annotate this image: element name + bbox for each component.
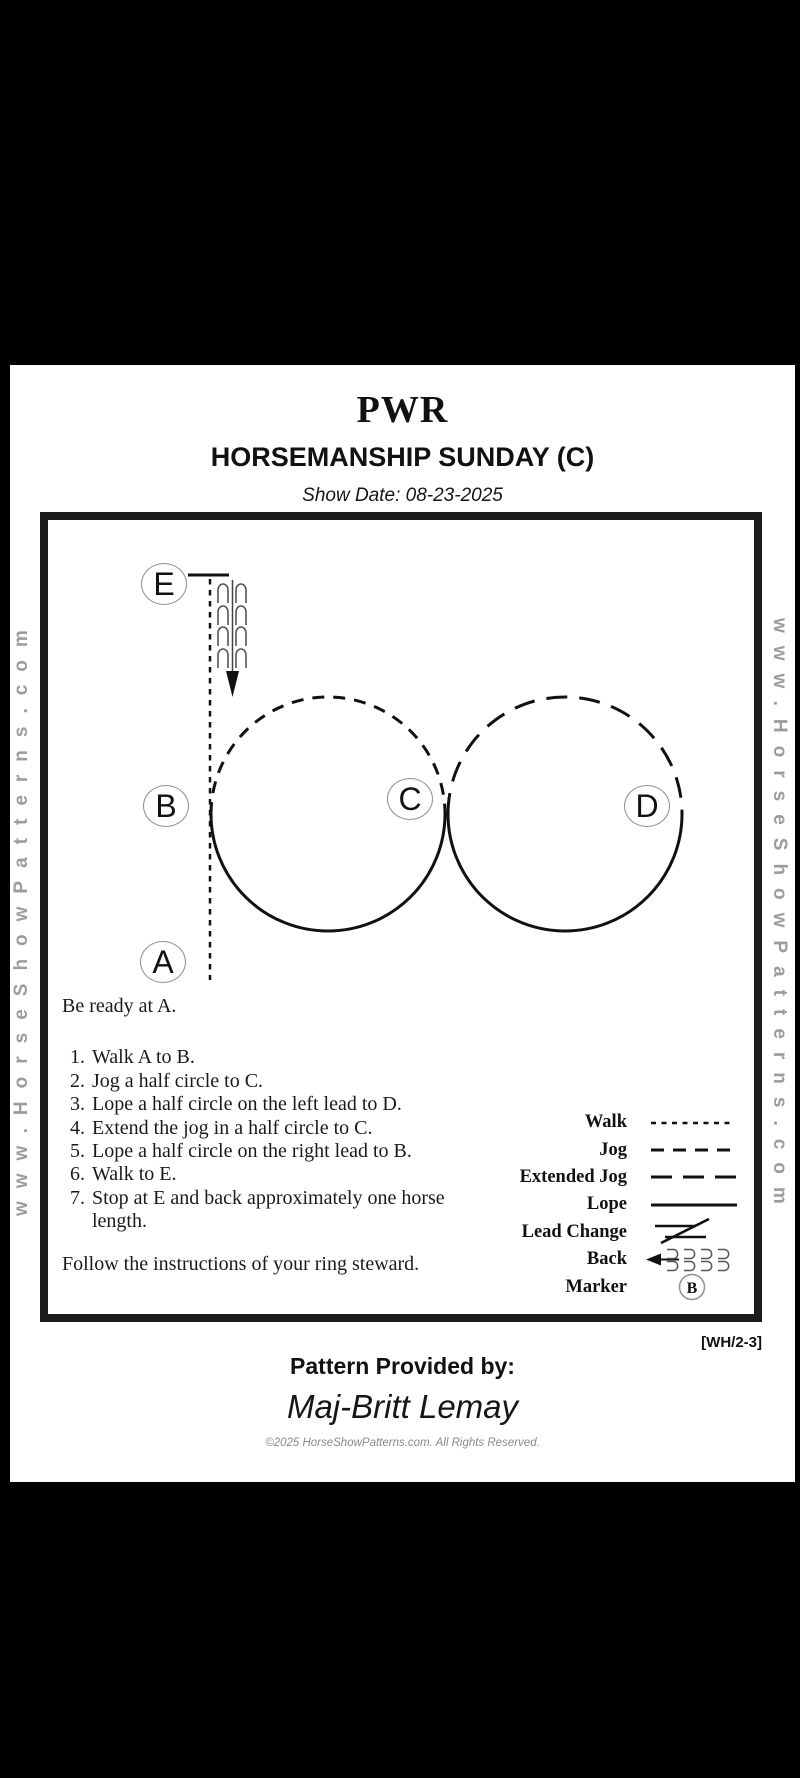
marker-d-label: D — [635, 787, 659, 824]
step-5: 5. Lope a half circle on the right lead to B. — [90, 1140, 472, 1163]
legend-label-marker: Marker — [565, 1276, 627, 1297]
back-arrowhead — [226, 671, 239, 697]
back-symbol — [218, 580, 246, 697]
copyright-line: ©2025 HorseShowPatterns.com. All Rights Reserved. — [265, 1437, 540, 1449]
steps-list — [62, 1046, 472, 1233]
back-arrow-chain-symbol — [645, 1246, 740, 1274]
legend-marker-letter: B — [686, 1280, 698, 1298]
lope-right-half-circle — [448, 814, 682, 931]
legend-row-walk — [497, 1109, 742, 1136]
legend-label-walk: Walk — [584, 1112, 627, 1133]
legend-row-lope — [497, 1191, 742, 1218]
extended-jog-dashed-line-symbol — [645, 1163, 740, 1191]
step-3: 3. Lope a half circle on the left lead to D. — [90, 1093, 472, 1116]
step-4: 4. Extend the jog in a half circle to C. — [90, 1117, 472, 1140]
show-date: Show Date: 08-23-2025 — [302, 485, 503, 506]
pattern-code: [WH/2-3] — [701, 1334, 762, 1351]
legend-row-extended-jog — [497, 1164, 742, 1191]
legend-label-jog: Jog — [599, 1139, 627, 1160]
step-1: 1. Walk A to B. — [90, 1046, 472, 1069]
jog-dashed-line-symbol — [645, 1136, 740, 1164]
lead-change-slash-symbol — [645, 1218, 740, 1246]
marker-c — [387, 778, 433, 820]
marker-a — [140, 941, 186, 983]
lope-solid-line-symbol — [645, 1191, 740, 1219]
marker-a-label: A — [152, 943, 174, 980]
lope-left-half-circle — [211, 814, 445, 931]
legend-row-marker — [497, 1273, 742, 1300]
legend-label-back: Back — [586, 1249, 627, 1270]
watermark-left: www.HorseShowPatterns.com — [11, 617, 32, 1217]
ring-steward-line: Follow the instructions of your ring steward. — [62, 1252, 420, 1275]
ready-line: Be ready at A. — [62, 995, 177, 1017]
step-7: 7. Stop at E and back approximately one horse length. — [90, 1187, 472, 1234]
provided-by-label: Pattern Provided by: — [290, 1353, 515, 1379]
legend — [497, 1109, 742, 1301]
marker-b-label: B — [155, 787, 177, 824]
class-title: HORSEMANSHIP SUNDAY (C) — [210, 442, 595, 472]
org-title: PWR — [356, 389, 449, 431]
walk-dashed-line-symbol — [645, 1109, 740, 1137]
marker-circle-symbol — [645, 1273, 740, 1301]
marker-b — [143, 785, 189, 827]
step-2: 2. Jog a half circle to C. — [90, 1070, 472, 1093]
marker-d — [624, 785, 670, 827]
step-6: 6. Walk to E. — [90, 1163, 472, 1186]
legend-label-lead-change: Lead Change — [521, 1221, 627, 1242]
marker-c-label: C — [398, 780, 422, 817]
legend-label-lope: Lope — [586, 1194, 627, 1215]
legend-row-back — [497, 1246, 742, 1273]
legend-row-lead-change — [497, 1219, 742, 1246]
marker-e-label: E — [153, 565, 175, 602]
instructions-block — [62, 995, 472, 1276]
legend-row-jog — [497, 1136, 742, 1163]
watermark-right: www.HorseShowPatterns.com — [769, 617, 790, 1217]
legend-label-extended-jog: Extended Jog — [519, 1166, 627, 1187]
marker-e — [141, 563, 187, 605]
provided-by-name: Maj-Britt Lemay — [286, 1388, 519, 1425]
